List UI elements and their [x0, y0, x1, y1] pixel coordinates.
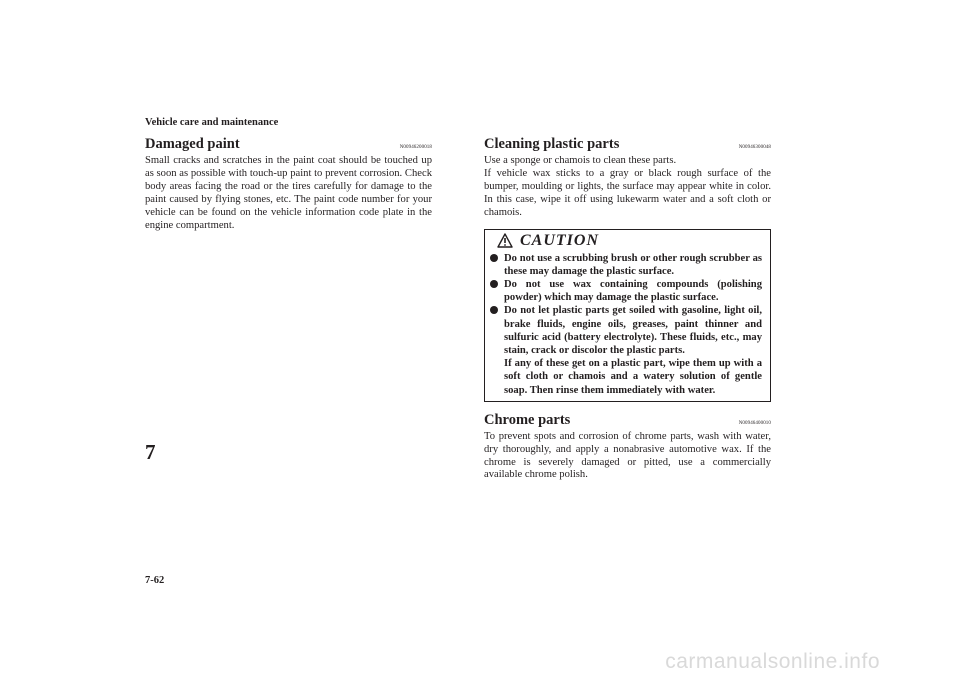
caution-followup-text: If any of these get on a plastic part, wipe them up with a soft cloth or chamois and a watery solution of gentle soap. Then rinse them immediately with water.	[504, 358, 762, 396]
chrome-parts-heading: Chrome parts	[484, 411, 571, 428]
bullet-icon	[490, 278, 504, 304]
warning-triangle-icon	[497, 233, 513, 248]
bullet-icon	[490, 252, 504, 278]
caution-title: CAUTION	[520, 231, 600, 249]
cleaning-plastic-para-2: If vehicle wax sticks to a gray or black rough surface of the bumper, moulding or lights, the surface may appear white in color. In this case, wipe it off using lukewarm water and a soft cloth or chamois.	[484, 167, 771, 218]
chrome-parts-code: N00946400010	[738, 420, 771, 426]
right-column	[484, 136, 771, 482]
cleaning-plastic-heading-row	[484, 136, 771, 153]
page-number: 7-62	[145, 575, 165, 586]
cleaning-plastic-heading: Cleaning plastic parts	[484, 136, 620, 152]
caution-item-text: Do not use a scrubbing brush or other rough scrubber as these may damage the plastic surface.	[504, 252, 762, 277]
caution-item-text: Do not let plastic parts get soiled with gasoline, light oil, brake fluids, engine oils, greases, paint thinner and sulfuric acid (battery electrolyte). These fluids, etc., may stain, crack or discolor the plastic parts.	[504, 305, 762, 356]
caution-item	[490, 252, 762, 278]
watermark-text: carmanualsonline.info	[665, 650, 880, 673]
caution-title-row	[485, 230, 770, 252]
damaged-paint-heading-row	[145, 136, 432, 153]
chrome-parts-heading-row	[484, 412, 771, 429]
damaged-paint-heading: Damaged paint	[145, 136, 240, 152]
damaged-paint-text: Small cracks and scratches in the paint coat should be touched up as soon as possible with touch-up paint to prevent corrosion. Check body areas facing the road or the tires carefully for damage to the paint caused by flying stones, etc. The paint code number for your vehicle can be found on the vehicle information code plate in the engine compartment.	[145, 155, 432, 231]
bullet-icon	[490, 304, 504, 357]
damaged-paint-code: N00946200018	[399, 145, 432, 150]
section-tab-number: 7	[145, 440, 156, 464]
caution-box	[484, 229, 771, 402]
caution-item	[490, 304, 762, 357]
left-column	[145, 136, 432, 232]
caution-item-text: Do not use wax containing compounds (polishing powder) which may damage the plastic surface.	[504, 278, 762, 304]
chrome-parts-text: To prevent spots and corrosion of chrome parts, wash with water, dry thoroughly, and apply a nonabrasive automotive wax. If the chrome is severely damaged or pitted, use a commercially available chrome polish.	[484, 430, 771, 481]
cleaning-plastic-code: N00946300048	[738, 145, 771, 150]
page-header: Vehicle care and maintenance	[145, 117, 279, 128]
cleaning-plastic-para-1: Use a sponge or chamois to clean these parts.	[484, 155, 677, 166]
caution-body	[485, 252, 770, 401]
caution-item	[490, 278, 762, 304]
